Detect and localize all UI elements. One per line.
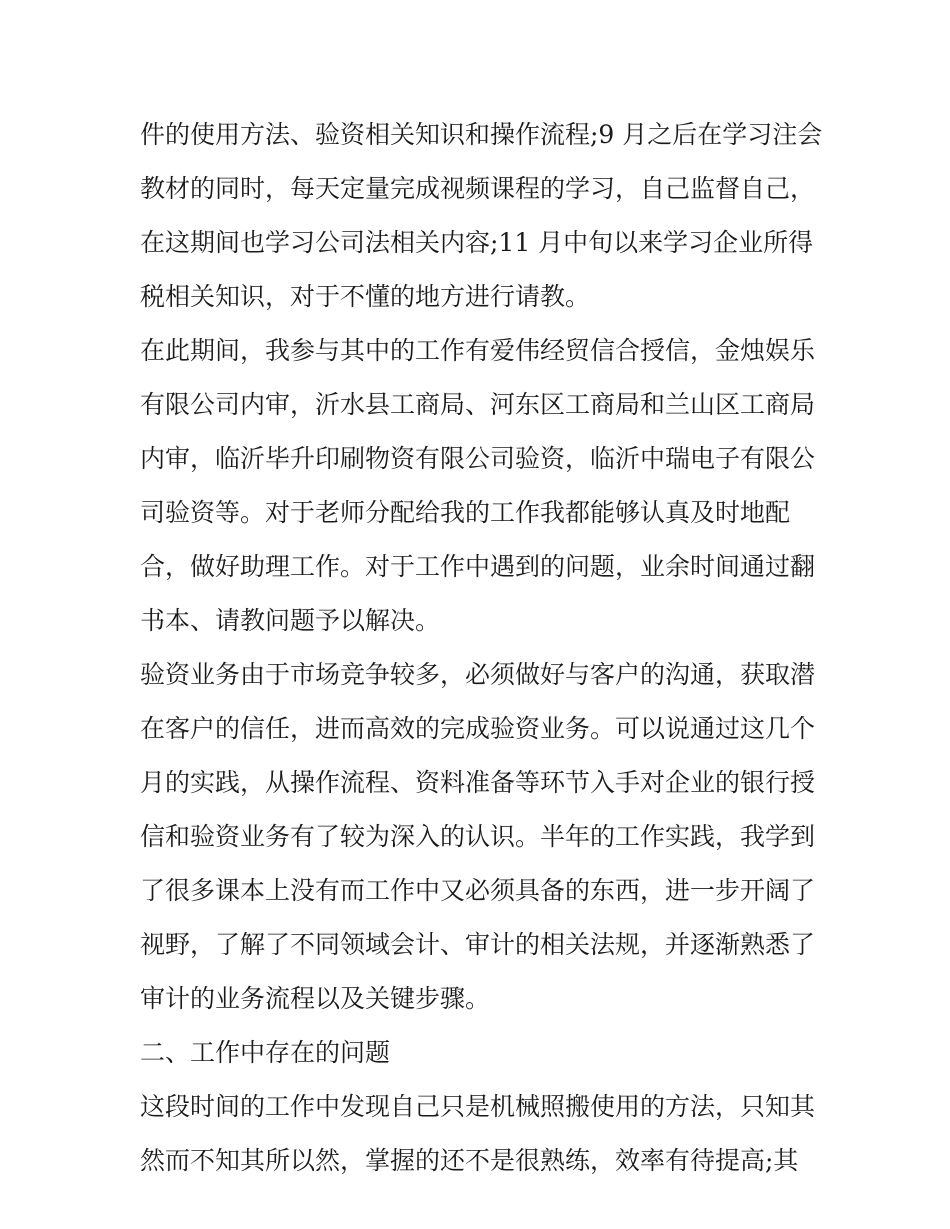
text-line: 审计的业务流程以及关键步骤。	[140, 984, 491, 1013]
paragraph-work-participation	[140, 324, 820, 648]
text-line: 信和验资业务有了较为深入的认识。半年的工作实践，我学到	[140, 822, 816, 851]
text-line: 有限公司内审，沂水县工商局、河东区工商局和兰山区工商局	[140, 390, 816, 419]
body-text	[140, 108, 823, 1188]
text-line: 件的使用方法、验资相关知识和操作流程;9 月之后在学习注会	[140, 120, 823, 149]
text-line: 内审，临沂毕升印刷物资有限公司验资，临沂中瑞电子有限公	[140, 444, 816, 473]
section-heading	[140, 1026, 820, 1080]
text-line: 月的实践，从操作流程、资料准备等环节入手对企业的银行授	[140, 768, 816, 797]
heading-text: 二、工作中存在的问题	[140, 1038, 391, 1067]
text-line: 验资业务由于市场竞争较多，必须做好与客户的沟通，获取潜	[140, 660, 816, 689]
text-line: 在此期间，我参与其中的工作有爱伟经贸信合授信，金烛娱乐	[140, 336, 816, 365]
text-line: 教材的同时，每天定量完成视频课程的学习，自己监督自己，	[140, 174, 816, 203]
text-line: 了很多课本上没有而工作中又必须具备的东西，进一步开阔了	[140, 876, 816, 905]
paragraph-problems	[140, 1080, 820, 1188]
text-line: 然而不知其所以然，掌握的还不是很熟练，效率有待提高;其	[140, 1146, 799, 1175]
text-line: 税相关知识，对于不懂的地方进行请教。	[140, 282, 591, 311]
text-line: 合，做好助理工作。对于工作中遇到的问题，业余时间通过翻	[140, 552, 816, 581]
text-line: 书本、请教问题予以解决。	[140, 606, 441, 635]
text-line: 视野，了解了不同领域会计、审计的相关法规，并逐渐熟悉了	[140, 930, 816, 959]
text-line: 在客户的信任，进而高效的完成验资业务。可以说通过这几个	[140, 714, 816, 743]
paragraph-study-progress	[140, 108, 823, 324]
text-line: 这段时间的工作中发现自己只是机械照搬使用的方法，只知其	[140, 1092, 816, 1121]
text-line: 司验资等。对于老师分配给我的工作我都能够认真及时地配	[140, 498, 791, 527]
text-line: 在这期间也学习公司法相关内容;11 月中旬以来学习企业所得	[140, 228, 814, 257]
paragraph-capital-verification	[140, 648, 820, 1026]
